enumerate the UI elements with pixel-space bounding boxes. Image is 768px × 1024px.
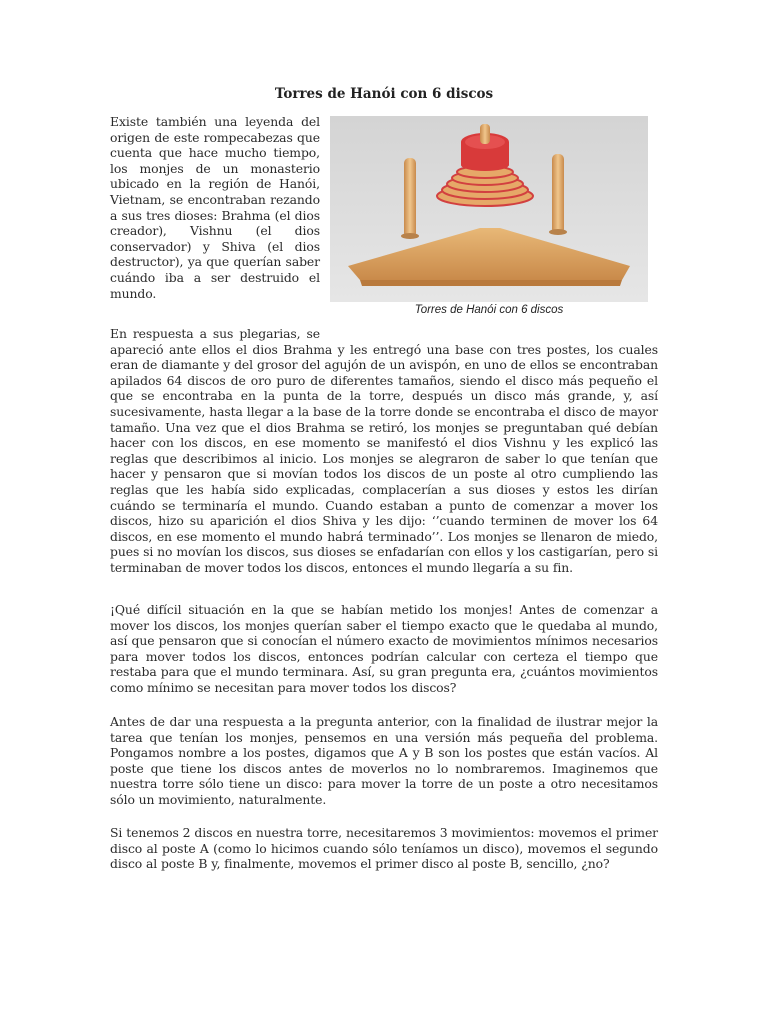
- wooden-base-edge: [360, 280, 622, 286]
- right-peg: [552, 154, 564, 234]
- paragraph-question: ¡Qué difícil situación en la que se habían metido los monjes! Antes de comenzar a mover los discos, los monjes querían saber el tiempo exacto que le quedaba al mundo, así que pensaron que si conocían el número exacto de movimientos mínimos necesarios para mover todos los discos, entonces podrían calcular con certeza el tiempo que restaba para que el mundo terminara. Así, su gran pregunta era, ¿cuántos movimientos como mínimo se necesitan para mover todos los discos?: [110, 602, 658, 695]
- tower-of-hanoi-photo: [330, 116, 648, 302]
- paragraph-small-version: Antes de dar una respuesta a la pregunta anterior, con la finalidad de ilustrar mejor la tarea que tenían los monjes, pensemos en una versión más pequeña del problema. Pongamos nombre a los postes, digamos que A y B son los postes que están vacíos. Al poste que tiene los discos antes de moverlos no lo nombraremos. Imaginemos que nuestra torre sólo tiene un disco: para mover la torre de un poste a otro necesitamos sólo un movimiento, naturalmente.: [110, 714, 658, 807]
- left-peg: [404, 158, 416, 238]
- paragraph-intro: Existe también una leyenda del origen de este rompecabezas que cuenta que hace mucho tiempo, los monjes de un monasterio ubicado en la región de Hanói, Vietnam, se encontraban rezando a sus tres dioses: Brahma (el dios creador), Vishnu (el dios conservador) y Shiva (el dios destructor), ya que querían saber cuándo iba a ser destruido el mundo.: [110, 114, 320, 301]
- center-peg: [480, 124, 490, 144]
- figure-caption: Torres de Hanói con 6 discos: [414, 304, 564, 316]
- float-spacer: [320, 326, 658, 341]
- tower-of-hanoi-illustration: [330, 116, 648, 302]
- document-title: Torres de Hanói con 6 discos: [274, 86, 494, 102]
- left-peg-base: [401, 233, 419, 239]
- right-peg-base: [549, 229, 567, 235]
- paragraph-two-discs: Si tenemos 2 discos en nuestra torre, necesitaremos 3 movimientos: movemos el primer disco al poste A (como lo hicimos cuando sólo teníamos un disco), movemos el segundo disco al poste B y, finalmente, movemos el primer disco al poste B, sencillo, ¿no?: [110, 825, 658, 872]
- paragraph-response: En respuesta a sus plegarias, se apareció ante ellos el dios Brahma y les entregó una base con tres postes, los cuales eran de diamante y del grosor del agujón de un avispón, en uno de ellos se encontraban apilados 64 discos de oro puro de diferentes tamaños, siendo el disco más pequeño el que se encontraba en la punta de la torre, después un disco más grande, y, así sucesivamente, hasta llegar a la base de la torre donde se encontraba el disco de mayor tamaño. Una vez que el dios Brahma se retiró, los monjes se preguntaban qué debían hacer con los discos, en ese momento se manifestó el dios Vishnu y les explicó las reglas que describimos al inicio. Los monjes se alegraron de saber lo que tenían que hacer y pensaron que si movían todos los discos de un poste al otro cumpliendo las reglas que les había sido explicadas, complacerían a sus dioses y estos les dirían cuándo se terminaría el mundo. Cuando estaban a punto de comenzar a mover los discos, hizo su aparición el dios Shiva y les dijo: ‘’cuando terminen de mover los 64 discos, en ese momento el mundo habrá terminado’’. Los monjes se llenaron de miedo, pues si no movían los discos, sus dioses se enfadarían con ellos y los castigarían, pero si terminaban de mover todos los discos, entonces el mundo llegaría a su fin.: [110, 326, 658, 575]
